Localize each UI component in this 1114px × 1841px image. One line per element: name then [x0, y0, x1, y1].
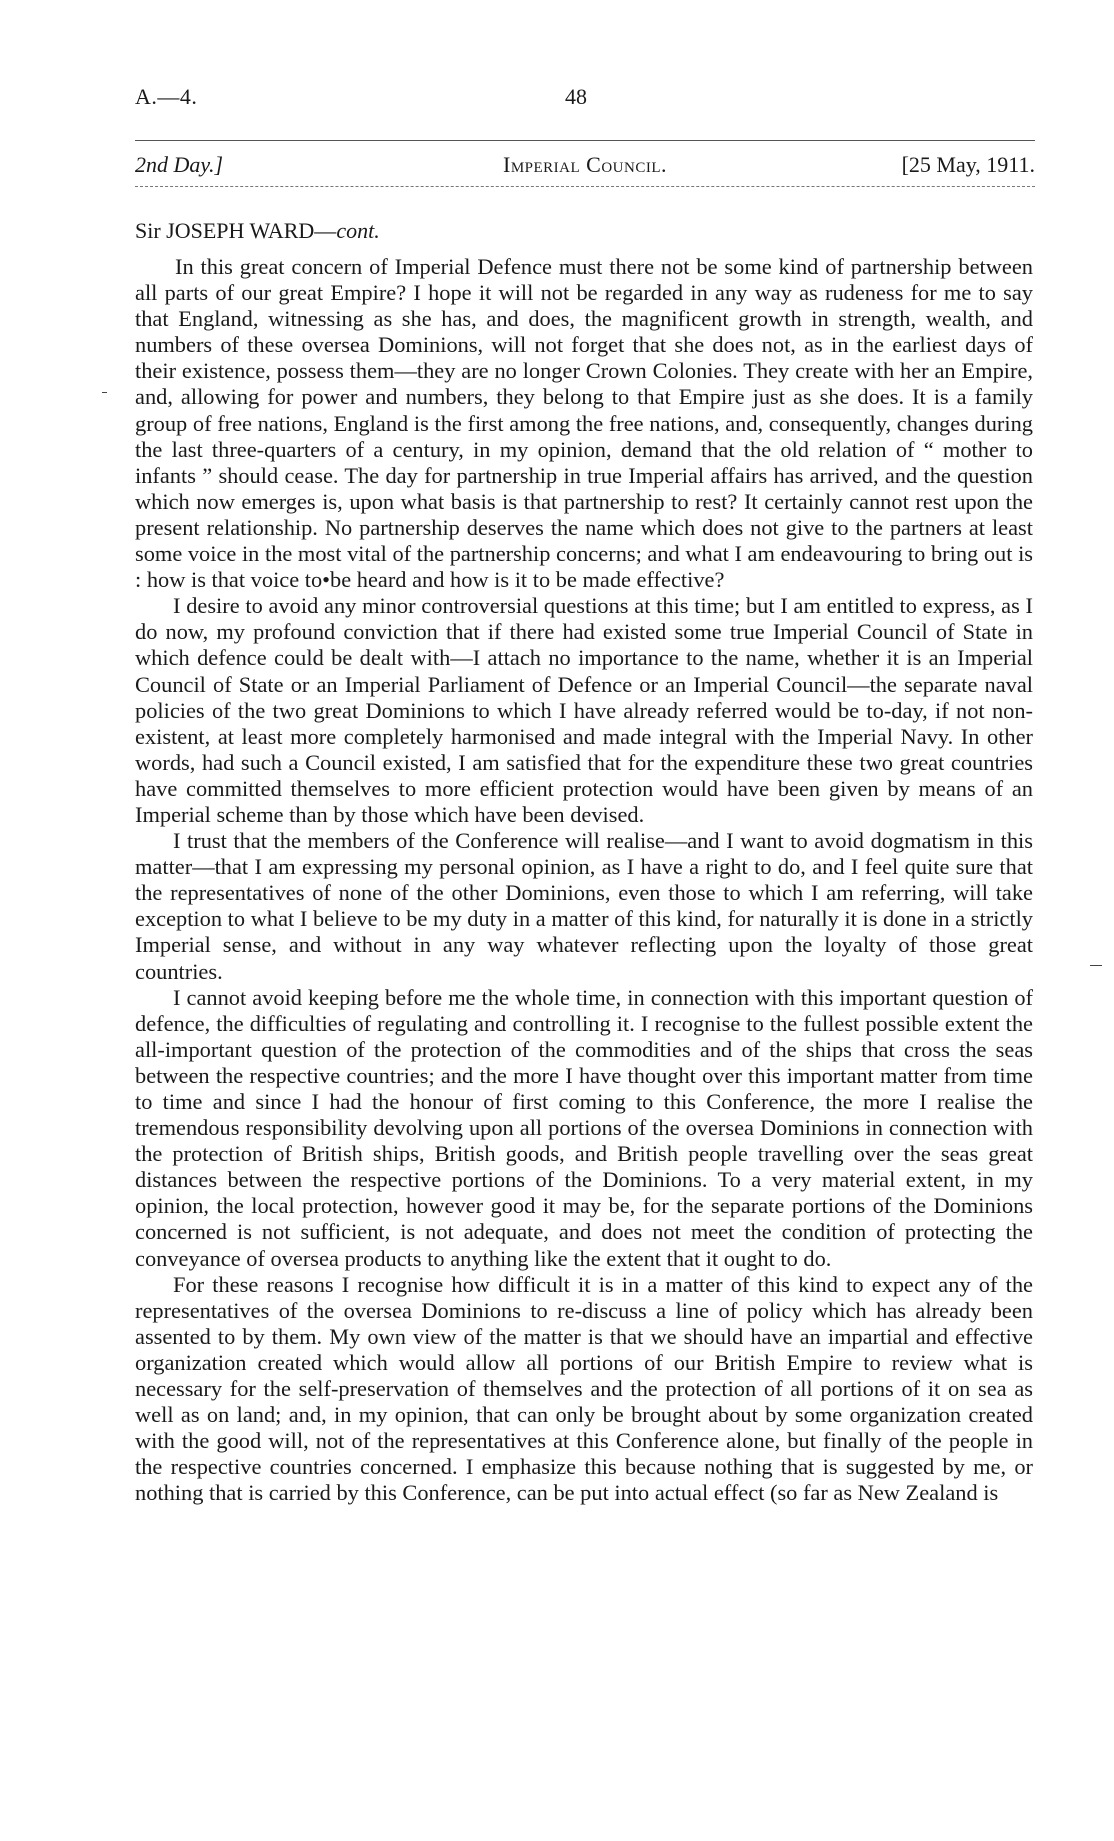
header-rule-top — [135, 140, 1035, 141]
running-head-title: Imperial Council. — [503, 152, 667, 177]
paragraph-4: I cannot avoid keeping before me the whole time, in connection with this important question of defence, the difficulties of regulating and controlling it. I recognise to the fullest possible extent the all-important question of the protection of the commodities and of the ships that cross the seas between the respective countries; and the more I have thought over this important matter from time to time and since I had the honour of first coming to this Conference, the more I realise the tremendous responsibility devolving upon all portions of the oversea Dominions in connection with the protection of British ships, British goods, and British people travelling over the seas great distances between the respective portions of the Dominions. To a very material extent, in my opinion, the local protection, however good it may be, for the separate portions of the Dominions concerned is not sufficient, is not adequate, and does not meet the condition of protecting the conveyance of oversea products to anything like the extent that it ought to do. — [135, 984, 1033, 1271]
page-number: 48 — [565, 84, 587, 109]
margin-mark-left — [102, 392, 107, 393]
speaker-heading — [135, 218, 380, 244]
paragraph-3: I trust that the members of the Conference will realise—and I want to avoid dogmatism in this matter—that I am expressing my personal opinion, as I have a right to do, and I feel quite sure that the representatives of none of the other Dominions, even those to which I am referring, will take exception to what I believe to be my duty in a matter of this kind, for naturally it is done in a strictly Imperial sense, and without in any way whatever reflecting upon the loyalty of those great countries. — [135, 828, 1033, 984]
speaker-name: Sir JOSEPH WARD— — [135, 218, 337, 243]
header-rule-bottom — [135, 186, 1035, 187]
body-text — [135, 254, 1033, 1507]
document-reference: A.—4. — [135, 84, 198, 109]
running-head-date: [25 May, 1911. — [901, 152, 1035, 177]
running-head — [135, 152, 1035, 180]
running-head-day: 2nd Day.] — [135, 152, 223, 177]
paragraph-1: In this great concern of Imperial Defence must there not be some kind of partnership between all parts of our great Empire? I hope it will not be regarded in any way as rudeness for me to say that England, witnessing as she has, and does, the magnificent growth in strength, wealth, and numbers of these oversea Dominions, will not forget that she does not, as in the earliest days of their existence, possess them—they are no longer Crown Colonies. They create with her an Empire, and, allowing for power and numbers, they belong to that Empire just as she does. It is a family group of free nations, England is the first among the free nations, and, consequently, changes during the last three-quarters of a century, in my opinion, demand that the old relation of “ mother to infants ” should cease. The day for partnership in true Imperial affairs has arrived, and the question which now emerges is, upon what basis is that partnership to rest? It certainly cannot rest upon the present relationship. No partnership deserves the name which does not give to the partners at least some voice in the most vital of the partnership concerns; and what I am endeavouring to bring out is : how is that voice to•be heard and how is it to be made effective? — [135, 254, 1033, 593]
margin-mark-right — [1090, 965, 1102, 966]
paragraph-5: For these reasons I recognise how difficult it is in a matter of this kind to expect any of the representatives of the oversea Dominions to re-discuss a line of policy which has already been assented to by them. My own view of the matter is that we should have an impartial and effective organization created which would allow all portions of our British Empire to review what is necessary for the self-preservation of themselves and the protection of all portions of it on sea as well as on land; and, in my opinion, that can only be brought about by some organization created with the good will, not of the representatives at this Conference alone, but finally of the people in the respective countries concerned. I emphasize this because nothing that is suggested by me, or nothing that is carried by this Conference, can be put into actual effect (so far as New Zealand is — [135, 1271, 1033, 1506]
paragraph-2: I desire to avoid any minor controversial questions at this time; but I am entitled to express, as I do now, my profound conviction that if there had existed some true Imperial Council of State in which defence could be dealt with—I attach no importance to the name, whether it is an Imperial Council of State or an Imperial Parliament of Defence or an Imperial Council—the separate naval policies of the two great Dominions to which I have already referred would be to-day, if not non-existent, at least more completely harmonised and made integral with the Imperial Navy. In other words, had such a Council existed, I am satisfied that for the expenditure these two great countries have committed themselves to more efficient protection would have been given by means of an Imperial scheme than by those which have been devised. — [135, 593, 1033, 827]
speaker-cont: cont. — [336, 218, 380, 243]
